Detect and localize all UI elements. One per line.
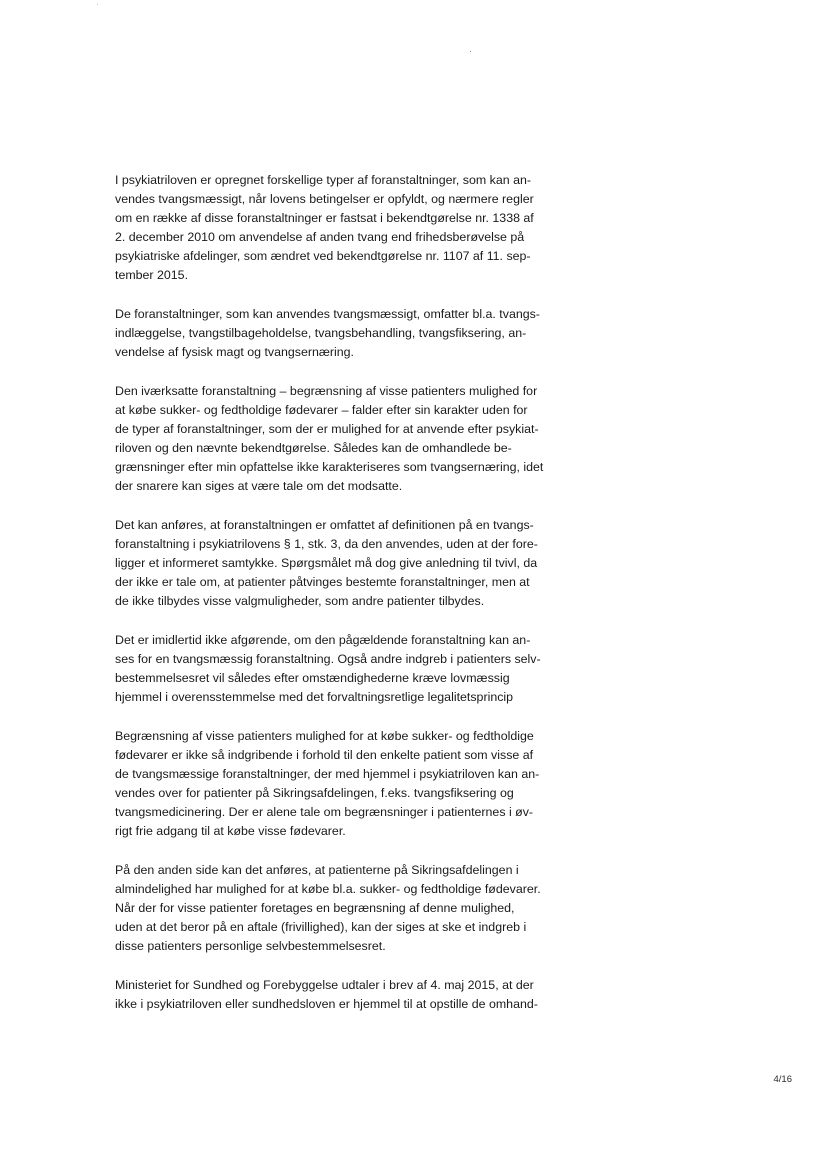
- paragraph-line: uden at det beror på en aftale (frivillighed), kan der siges at ske et indgreb i: [115, 920, 527, 934]
- paragraph-line: De foranstaltninger, som kan anvendes tvangsmæssigt, omfatter bl.a. tvangs-: [115, 307, 540, 321]
- paragraph-line: fødevarer er ikke så indgribende i forhold til den enkelte patient som visse af: [115, 748, 534, 762]
- paragraph-line: almindelighed har mulighed for at købe bl.a. sukker- og fedtholdige fødevarer.: [115, 882, 541, 896]
- paragraph-line: ses for en tvangsmæssig foranstaltning. Også andre indgreb i patienters selv-: [115, 652, 541, 666]
- paragraph-line: vendes tvangsmæssigt, når lovens betingelser er opfyldt, og nærmere regler: [115, 192, 534, 206]
- paragraph-line: Begrænsning af visse patienters mulighed for at købe sukker- og fedtholdige: [115, 729, 534, 743]
- paragraph-line: vendelse af fysisk magt og tvangsernæring.: [115, 345, 354, 359]
- page-number: 4/16: [773, 1074, 792, 1085]
- paragraph-line: 2. december 2010 om anvendelse af anden tvang end frihedsberøvelse på: [115, 230, 525, 244]
- paragraph-line: der ikke er tale om, at patienter påtvinges bestemte foranstaltninger, men at: [115, 575, 530, 589]
- paragraph-line: tember 2015.: [115, 268, 189, 282]
- paragraph: [115, 861, 585, 956]
- paragraph-line: der snarere kan siges at være tale om det modsatte.: [115, 479, 403, 493]
- scan-artifact-dot: [97, 4, 98, 5]
- paragraph-line: psykiatriske afdelinger, som ændret ved bekendtgørelse nr. 1107 af 11. sep-: [115, 249, 531, 263]
- paragraph-line: riloven og den nævnte bekendtgørelse. Således kan de omhandlede be-: [115, 441, 512, 455]
- paragraph: [115, 976, 585, 1014]
- paragraph-line: disse patienters personlige selvbestemmelsesret.: [115, 939, 386, 953]
- paragraph-line: ikke i psykiatriloven eller sundhedsloven er hjemmel til at opstille de omhand-: [115, 997, 538, 1011]
- paragraph-line: På den anden side kan det anføres, at patienterne på Sikringsafdelingen i: [115, 863, 519, 877]
- paragraph-line: hjemmel i overensstemmelse med det forvaltningsretlige legalitetsprincip: [115, 690, 514, 704]
- scan-artifact-dot: [470, 51, 471, 52]
- paragraph-line: de ikke tilbydes visse valgmuligheder, som andre patienter tilbydes.: [115, 594, 485, 608]
- paragraph-line: om en række af disse foranstaltninger er fastsat i bekendtgørelse nr. 1338 af: [115, 211, 534, 225]
- paragraph-line: I psykiatriloven er opregnet forskellige typer af foranstaltninger, som kan an-: [115, 173, 531, 187]
- paragraph-line: de typer af foranstaltninger, som der er mulighed for at anvende efter psykiat-: [115, 422, 539, 436]
- paragraph-line: at købe sukker- og fedtholdige fødevarer – falder efter sin karakter uden for: [115, 403, 528, 417]
- paragraph-line: Når der for visse patienter foretages en begrænsning af denne mulighed,: [115, 901, 515, 915]
- paragraph-line: Det er imidlertid ikke afgørende, om den pågældende foranstaltning kan an-: [115, 633, 531, 647]
- paragraph: [115, 631, 585, 707]
- paragraph-line: ligger et informeret samtykke. Spørgsmålet må dog give anledning til tvivl, da: [115, 556, 538, 570]
- paragraph-line: vendes over for patienter på Sikringsafdelingen, f.eks. tvangsfiksering og: [115, 786, 514, 800]
- paragraph: [115, 516, 585, 611]
- paragraph-line: foranstaltning i psykiatrilovens § 1, stk. 3, da den anvendes, uden at der fore-: [115, 537, 538, 551]
- paragraph: [115, 727, 585, 841]
- paragraph-line: bestemmelsesret vil således efter omstændighederne kræve lovmæssig: [115, 671, 510, 685]
- paragraph-line: rigt frie adgang til at købe visse fødevarer.: [115, 824, 346, 838]
- paragraph: [115, 382, 585, 496]
- paragraph-line: Den iværksatte foranstaltning – begrænsning af visse patienters mulighed for: [115, 384, 538, 398]
- paragraph: [115, 305, 585, 362]
- paragraph-line: Ministeriet for Sundhed og Forebyggelse udtaler i brev af 4. maj 2015, at der: [115, 978, 534, 992]
- paragraph-line: de tvangsmæssige foranstaltninger, der med hjemmel i psykiatriloven kan an-: [115, 767, 540, 781]
- paragraph-line: indlæggelse, tvangstilbageholdelse, tvangsbehandling, tvangsfiksering, an-: [115, 326, 527, 340]
- body-text: [115, 171, 585, 1034]
- paragraph-line: Det kan anføres, at foranstaltningen er omfattet af definitionen på en tvangs-: [115, 518, 534, 532]
- paragraph-line: grænsninger efter min opfattelse ikke karakteriseres som tvangsernæring, idet: [115, 460, 544, 474]
- paragraph: [115, 171, 585, 285]
- paragraph-line: tvangsmedicinering. Der er alene tale om begrænsninger i patienternes i øv-: [115, 805, 534, 819]
